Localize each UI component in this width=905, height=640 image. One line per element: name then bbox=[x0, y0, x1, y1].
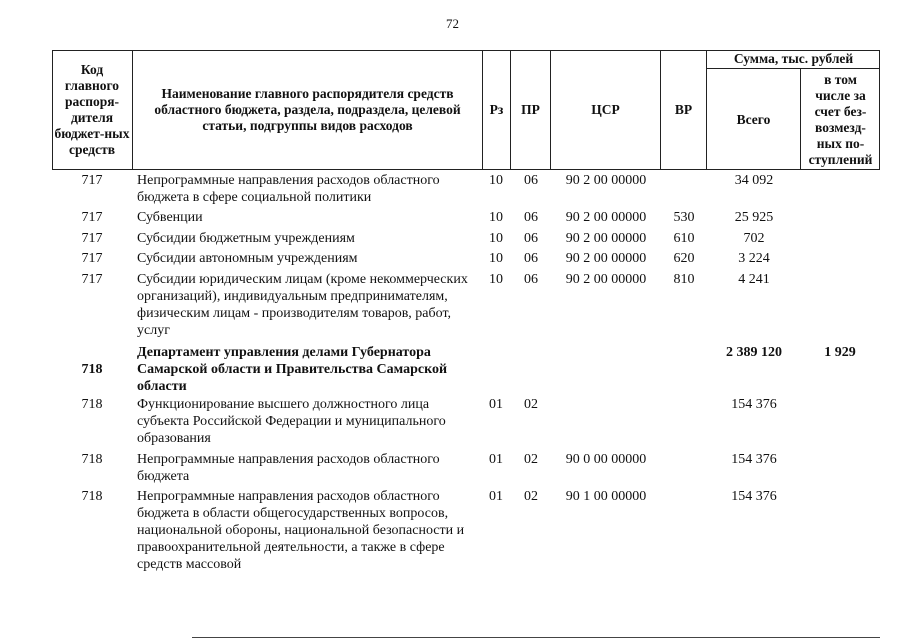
page-number: 72 bbox=[446, 16, 459, 31]
cell-rz: 10 bbox=[489, 272, 503, 287]
cell-name: Функционирование высшего должностного лица субъекта Российской Федерации и муниципального образования bbox=[137, 397, 446, 446]
cell-code: 718 bbox=[81, 397, 103, 412]
cell-pr: 06 bbox=[524, 210, 538, 225]
header-name: Наименование главного распорядителя средств областного бюджета, раздела, подраздела, целевой статьи, подгруппы видов расходов bbox=[154, 86, 461, 133]
cell-code: 717 bbox=[81, 210, 103, 225]
cell-csr: 90 2 00 00000 bbox=[565, 210, 647, 225]
cell-code: 718 bbox=[81, 452, 103, 467]
cell-rz: 10 bbox=[489, 210, 503, 225]
cell-total: 34 092 bbox=[734, 173, 774, 188]
cell-total: 25 925 bbox=[734, 210, 774, 225]
cell-csr: 90 2 00 00000 bbox=[565, 251, 647, 266]
cell-pr: 02 bbox=[524, 489, 538, 504]
cell-free: 1 929 bbox=[824, 345, 856, 360]
cell-vr: 530 bbox=[673, 210, 695, 225]
cell-rz: 01 bbox=[489, 489, 503, 504]
header-sum: Сумма, тыс. рублей bbox=[733, 51, 854, 66]
cell-pr: 06 bbox=[524, 231, 538, 246]
cell-rz: 01 bbox=[489, 397, 503, 412]
cell-total: 154 376 bbox=[731, 452, 777, 467]
cell-code: 718 bbox=[81, 362, 103, 377]
cell-code: 718 bbox=[81, 489, 103, 504]
cell-name: Непрограммные направления расходов областного бюджета bbox=[137, 452, 440, 484]
cell-total: 4 241 bbox=[738, 272, 770, 287]
cell-total: 154 376 bbox=[731, 489, 777, 504]
cell-total: 154 376 bbox=[731, 397, 777, 412]
cell-rz: 10 bbox=[489, 173, 503, 188]
cell-code: 717 bbox=[81, 173, 103, 188]
cell-pr: 06 bbox=[524, 251, 538, 266]
footer-rule bbox=[192, 637, 880, 638]
cell-rz: 10 bbox=[489, 251, 503, 266]
cell-total: 702 bbox=[743, 231, 765, 246]
cell-code: 717 bbox=[81, 272, 103, 287]
header-free: в том числе за счет без-возмезд-ных по-ступлений bbox=[808, 71, 873, 167]
header-vr: ВР bbox=[674, 102, 693, 117]
cell-rz: 01 bbox=[489, 452, 503, 467]
cell-pr: 06 bbox=[524, 173, 538, 188]
cell-name: Непрограммные направления расходов областного бюджета в области общегосударственных вопросов, национальной обороны, национальной безопасности и правоохранительной деятельности, а также в сфере средств массовой bbox=[137, 489, 465, 572]
header-csr: ЦСР bbox=[591, 102, 620, 117]
cell-csr: 90 2 00 00000 bbox=[565, 173, 647, 188]
cell-name: Непрограммные направления расходов областного бюджета в сфере социальной политики bbox=[137, 173, 440, 205]
cell-csr: 90 2 00 00000 bbox=[565, 231, 647, 246]
cell-vr: 810 bbox=[673, 272, 695, 287]
cell-name: Субсидии бюджетным учреждениям bbox=[137, 231, 355, 246]
cell-pr: 02 bbox=[524, 452, 538, 467]
cell-name: Департамент управления делами Губернатора Самарской области и Правительства Самарской области bbox=[137, 345, 448, 394]
cell-total: 3 224 bbox=[738, 251, 770, 266]
cell-name: Субвенции bbox=[137, 210, 203, 225]
cell-name: Субсидии автономным учреждениям bbox=[137, 251, 358, 266]
header-total: Всего bbox=[736, 111, 771, 127]
cell-rz: 10 bbox=[489, 231, 503, 246]
cell-vr: 620 bbox=[673, 251, 695, 266]
cell-pr: 02 bbox=[524, 397, 538, 412]
cell-csr: 90 1 00 00000 bbox=[565, 489, 647, 504]
header-rz: Рз bbox=[489, 102, 504, 117]
cell-code: 717 bbox=[81, 251, 103, 266]
header-code: Код главного распоря-дителя бюджет-ных средств bbox=[54, 62, 130, 157]
cell-csr: 90 2 00 00000 bbox=[565, 272, 647, 287]
cell-code: 717 bbox=[81, 231, 103, 246]
cell-name: Субсидии юридическим лицам (кроме некоммерческих организаций), индивидуальным предпринимателям, физическим лицам - производителям товаров, работ, услуг bbox=[137, 272, 468, 338]
header-pr: ПР bbox=[521, 102, 540, 117]
cell-vr: 610 bbox=[673, 231, 695, 246]
cell-csr: 90 0 00 00000 bbox=[565, 452, 647, 467]
cell-total: 2 389 120 bbox=[726, 345, 782, 360]
cell-pr: 06 bbox=[524, 272, 538, 287]
